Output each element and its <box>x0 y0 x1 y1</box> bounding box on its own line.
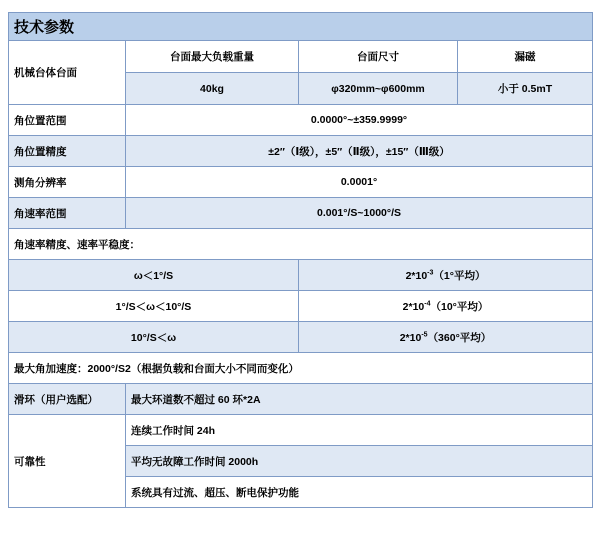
value-max-load: 40kg <box>126 73 299 105</box>
spec-value: 0.0000°~±359.9999° <box>126 105 593 136</box>
rate-exponent: -5 <box>421 331 428 338</box>
header-max-load: 台面最大负载重量 <box>126 41 299 73</box>
reliability-label: 可靠性 <box>9 415 126 508</box>
spec-label: 测角分辨率 <box>9 167 126 198</box>
table-row-label: 机械台体台面 <box>9 41 126 105</box>
reliability-row <box>9 415 593 446</box>
rate-exponent: -4 <box>424 300 431 307</box>
slip-ring-label: 滑环（用户选配） <box>9 384 126 415</box>
rate-note: （1°平均） <box>433 269 486 282</box>
slip-ring-row <box>9 384 593 415</box>
header-magnetic-leakage: 漏磁 <box>458 41 593 73</box>
reliability-item: 连续工作时间 24h <box>126 415 593 446</box>
table-title: 技术参数 <box>9 13 593 41</box>
table-header-row <box>9 41 593 73</box>
rate-exponent: -3 <box>427 269 434 276</box>
rate-stability <box>299 260 593 291</box>
rate-note: （10°平均） <box>430 300 489 313</box>
spec-label: 角速率范围 <box>9 198 126 229</box>
spec-row <box>9 136 593 167</box>
rate-base: 2*10 <box>399 331 422 344</box>
slip-ring-value: 最大环道数不超过 60 环*2A <box>126 384 593 415</box>
spec-value: 0.0001° <box>126 167 593 198</box>
spec-sheet <box>8 12 592 508</box>
rate-range: ω＜1°/S <box>9 260 299 291</box>
rate-row <box>9 260 593 291</box>
rate-base: 2*10 <box>405 269 428 282</box>
rate-row <box>9 322 593 353</box>
header-table-size: 台面尺寸 <box>299 41 458 73</box>
title-row <box>9 13 593 41</box>
rate-range: 1°/S＜ω＜10°/S <box>9 291 299 322</box>
rate-note: （360°平均） <box>427 331 492 344</box>
value-table-size: φ320mm~φ600mm <box>299 73 458 105</box>
spec-value: ±2″（Ⅰ级），±5″（Ⅱ级），±15″（Ⅲ级） <box>126 136 593 167</box>
acceleration-text: 最大角加速度：2000°/S2（根据负载和台面大小不同而变化） <box>9 353 593 384</box>
reliability-item: 平均无故障工作时间 2000h <box>126 446 593 477</box>
spec-row <box>9 105 593 136</box>
rate-row <box>9 291 593 322</box>
spec-row <box>9 198 593 229</box>
acceleration-row <box>9 353 593 384</box>
spec-label: 角位置范围 <box>9 105 126 136</box>
rate-section-heading: 角速率精度、速率平稳度： <box>9 229 593 260</box>
reliability-item: 系统具有过流、超压、断电保护功能 <box>126 477 593 508</box>
spec-table <box>8 12 593 508</box>
value-magnetic-leakage: 小于 0.5mT <box>458 73 593 105</box>
rate-stability <box>299 291 593 322</box>
rate-stability <box>299 322 593 353</box>
spec-value: 0.001°/S~1000°/S <box>126 198 593 229</box>
spec-row <box>9 167 593 198</box>
spec-label: 角位置精度 <box>9 136 126 167</box>
rate-section-heading-row <box>9 229 593 260</box>
rate-base: 2*10 <box>402 300 425 313</box>
rate-range: 10°/S＜ω <box>9 322 299 353</box>
